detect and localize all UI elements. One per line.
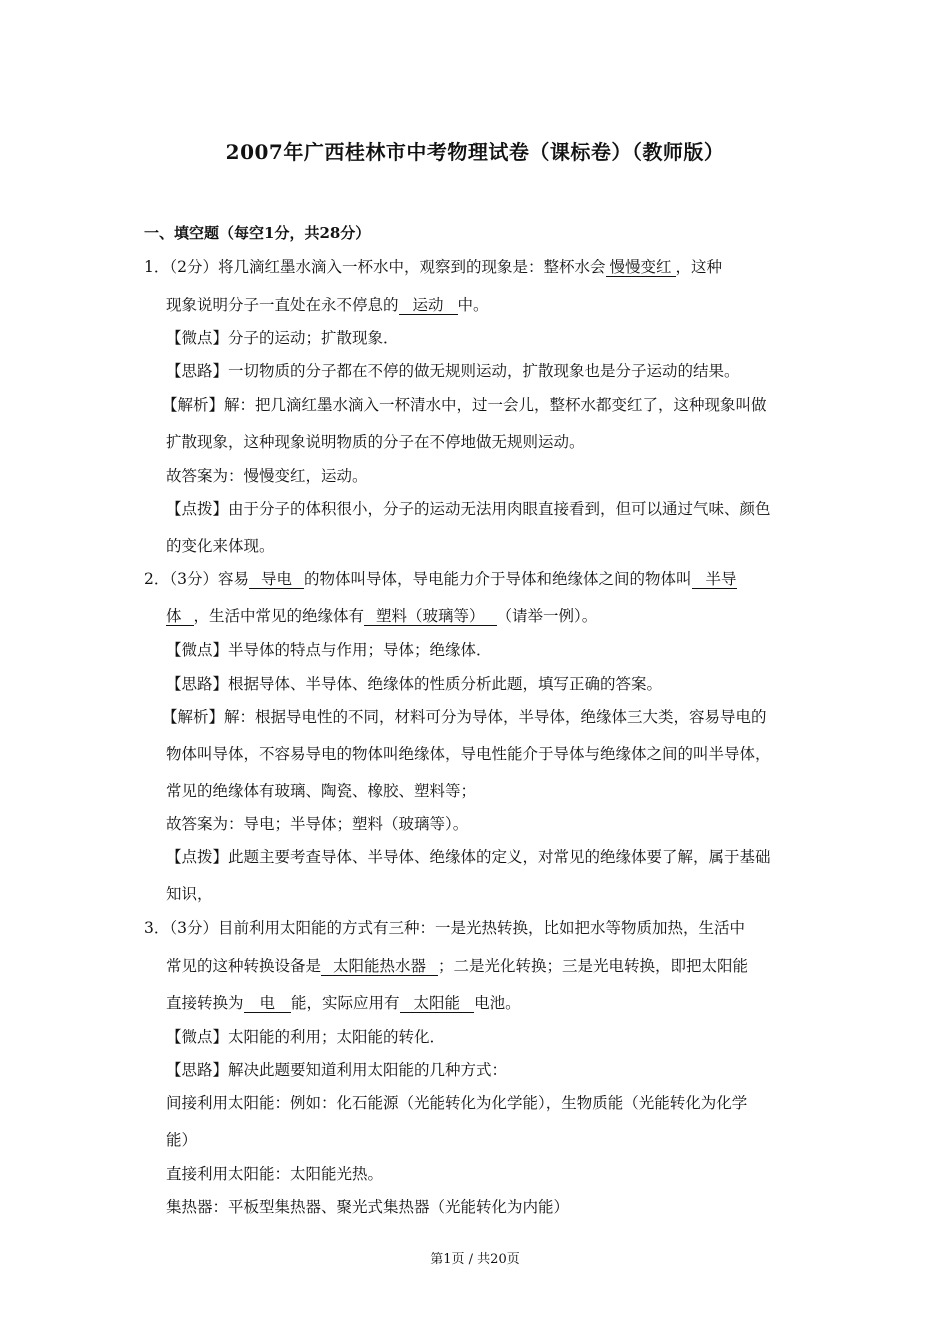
question-text: 常见的这种转换设备是: [166, 957, 322, 975]
question-text: 直接转换为: [166, 994, 244, 1012]
page-footer: 第1页 / 共20页: [430, 1252, 520, 1267]
approach: 【思路】根据导体、半导体、绝缘体的性质分析此题，填写正确的答案。: [166, 675, 663, 693]
question-text: （3分）容易: [169, 570, 249, 588]
answer-blank: 太阳能: [400, 994, 475, 1013]
question-2-line-2: [166, 606, 597, 626]
answer-blank: 电: [244, 994, 292, 1013]
question-text: 现象说明分子一直处在永不停息的: [166, 296, 399, 314]
analysis-line-2: 物体叫导体，不容易导电的物体叫绝缘体，导电性能介于导体与绝缘体之间的叫半导体，: [166, 745, 771, 763]
question-text: 中。: [457, 296, 489, 314]
question-text: 电池。: [474, 994, 521, 1012]
answer-blank: 塑料（玻璃等）: [364, 607, 497, 626]
question-text: 能，实际应用有: [291, 994, 400, 1012]
question-text: 的物体叫导体，导电能力介于导体和绝缘体之间的物体叫: [304, 570, 692, 588]
approach: 【思路】解决此题要知道利用太阳能的几种方式：: [166, 1061, 508, 1079]
question-2-line-1: [144, 569, 737, 589]
answer-blank: 慢慢变红: [606, 258, 676, 277]
micro-point: 【微点】太阳能的利用；太阳能的转化．: [166, 1028, 446, 1046]
answer-summary: 故答案为：导电；半导体；塑料（玻璃等）。: [166, 815, 469, 833]
question-3-line-2: [166, 956, 748, 976]
question-1-line-1: [144, 257, 722, 277]
analysis-line-2: 扩散现象，这种现象说明物质的分子在不停地做无规则运动。: [166, 433, 585, 451]
page-title: 2007年广西桂林市中考物理试卷（课标卷）（教师版）: [225, 140, 725, 164]
tip-line-2: 的变化来体现。: [166, 537, 275, 555]
answer-blank: 太阳能热水器: [321, 957, 438, 976]
tip-line-1: 【点拨】此题主要考查导体、半导体、绝缘体的定义，对常见的绝缘体要了解，属于基础: [166, 848, 771, 866]
approach: 【思路】一切物质的分子都在不停的做无规则运动，扩散现象也是分子运动的结果。: [166, 362, 740, 380]
question-text: ；二是光化转换；三是光电转换，即把太阳能: [438, 957, 749, 975]
tip-line-2: 知识，: [166, 885, 213, 903]
question-number: 1．: [144, 258, 170, 276]
answer-blank: 导电: [249, 570, 304, 589]
tip-line-1: 【点拨】由于分子的体积很小，分子的运动无法用肉眼直接看到，但可以通过气味、颜色: [166, 500, 771, 518]
answer-blank: 体: [166, 607, 194, 626]
question-text: ，这种: [675, 258, 723, 276]
micro-point: 【微点】半导体的特点与作用；导体；绝缘体．: [166, 641, 492, 659]
answer-blank: 运动: [399, 296, 458, 315]
analysis-line-1: 【解析】解：根据导电性的不同，材料可分为导体，半导体，绝缘体三大类，容易导电的: [162, 708, 767, 726]
question-text: （2分）将几滴红墨水滴入一杯水中，观察到的现象是：整杯水会: [169, 258, 606, 276]
question-text: （3分）目前利用太阳能的方式有三种：一是光热转换，比如把水等物质加热，生活中: [169, 919, 745, 937]
paragraph-line: 间接利用太阳能：例如：化石能源（光能转化为化学能），生物质能（光能转化为化学: [166, 1094, 748, 1112]
question-1-line-2: [166, 295, 489, 315]
paragraph-line: 集热器：平板型集热器、聚光式集热器（光能转化为内能）: [166, 1198, 570, 1216]
section-heading: 一、填空题（每空1分，共28分）: [144, 224, 371, 242]
analysis-line-1: 【解析】解：把几滴红墨水滴入一杯清水中，过一会儿，整杯水都变红了，这种现象叫做: [162, 396, 767, 414]
micro-point: 【微点】分子的运动；扩散现象．: [166, 329, 399, 347]
question-number: 3．: [144, 919, 170, 937]
answer-blank: 半导: [692, 570, 737, 589]
question-text: （请举一例）。: [496, 607, 598, 625]
question-3-line-3: [166, 993, 521, 1013]
question-text: ，生活中常见的绝缘体有: [193, 607, 365, 625]
answer-summary: 故答案为：慢慢变红，运动。: [166, 467, 368, 485]
paragraph-line: 直接利用太阳能：太阳能光热。: [166, 1165, 384, 1183]
analysis-line-3: 常见的绝缘体有玻璃、陶瓷、橡胶、塑料等；: [166, 782, 477, 800]
question-number: 2．: [144, 570, 170, 588]
question-3-line-1: [144, 918, 745, 938]
paragraph-line: 能）: [166, 1131, 198, 1149]
